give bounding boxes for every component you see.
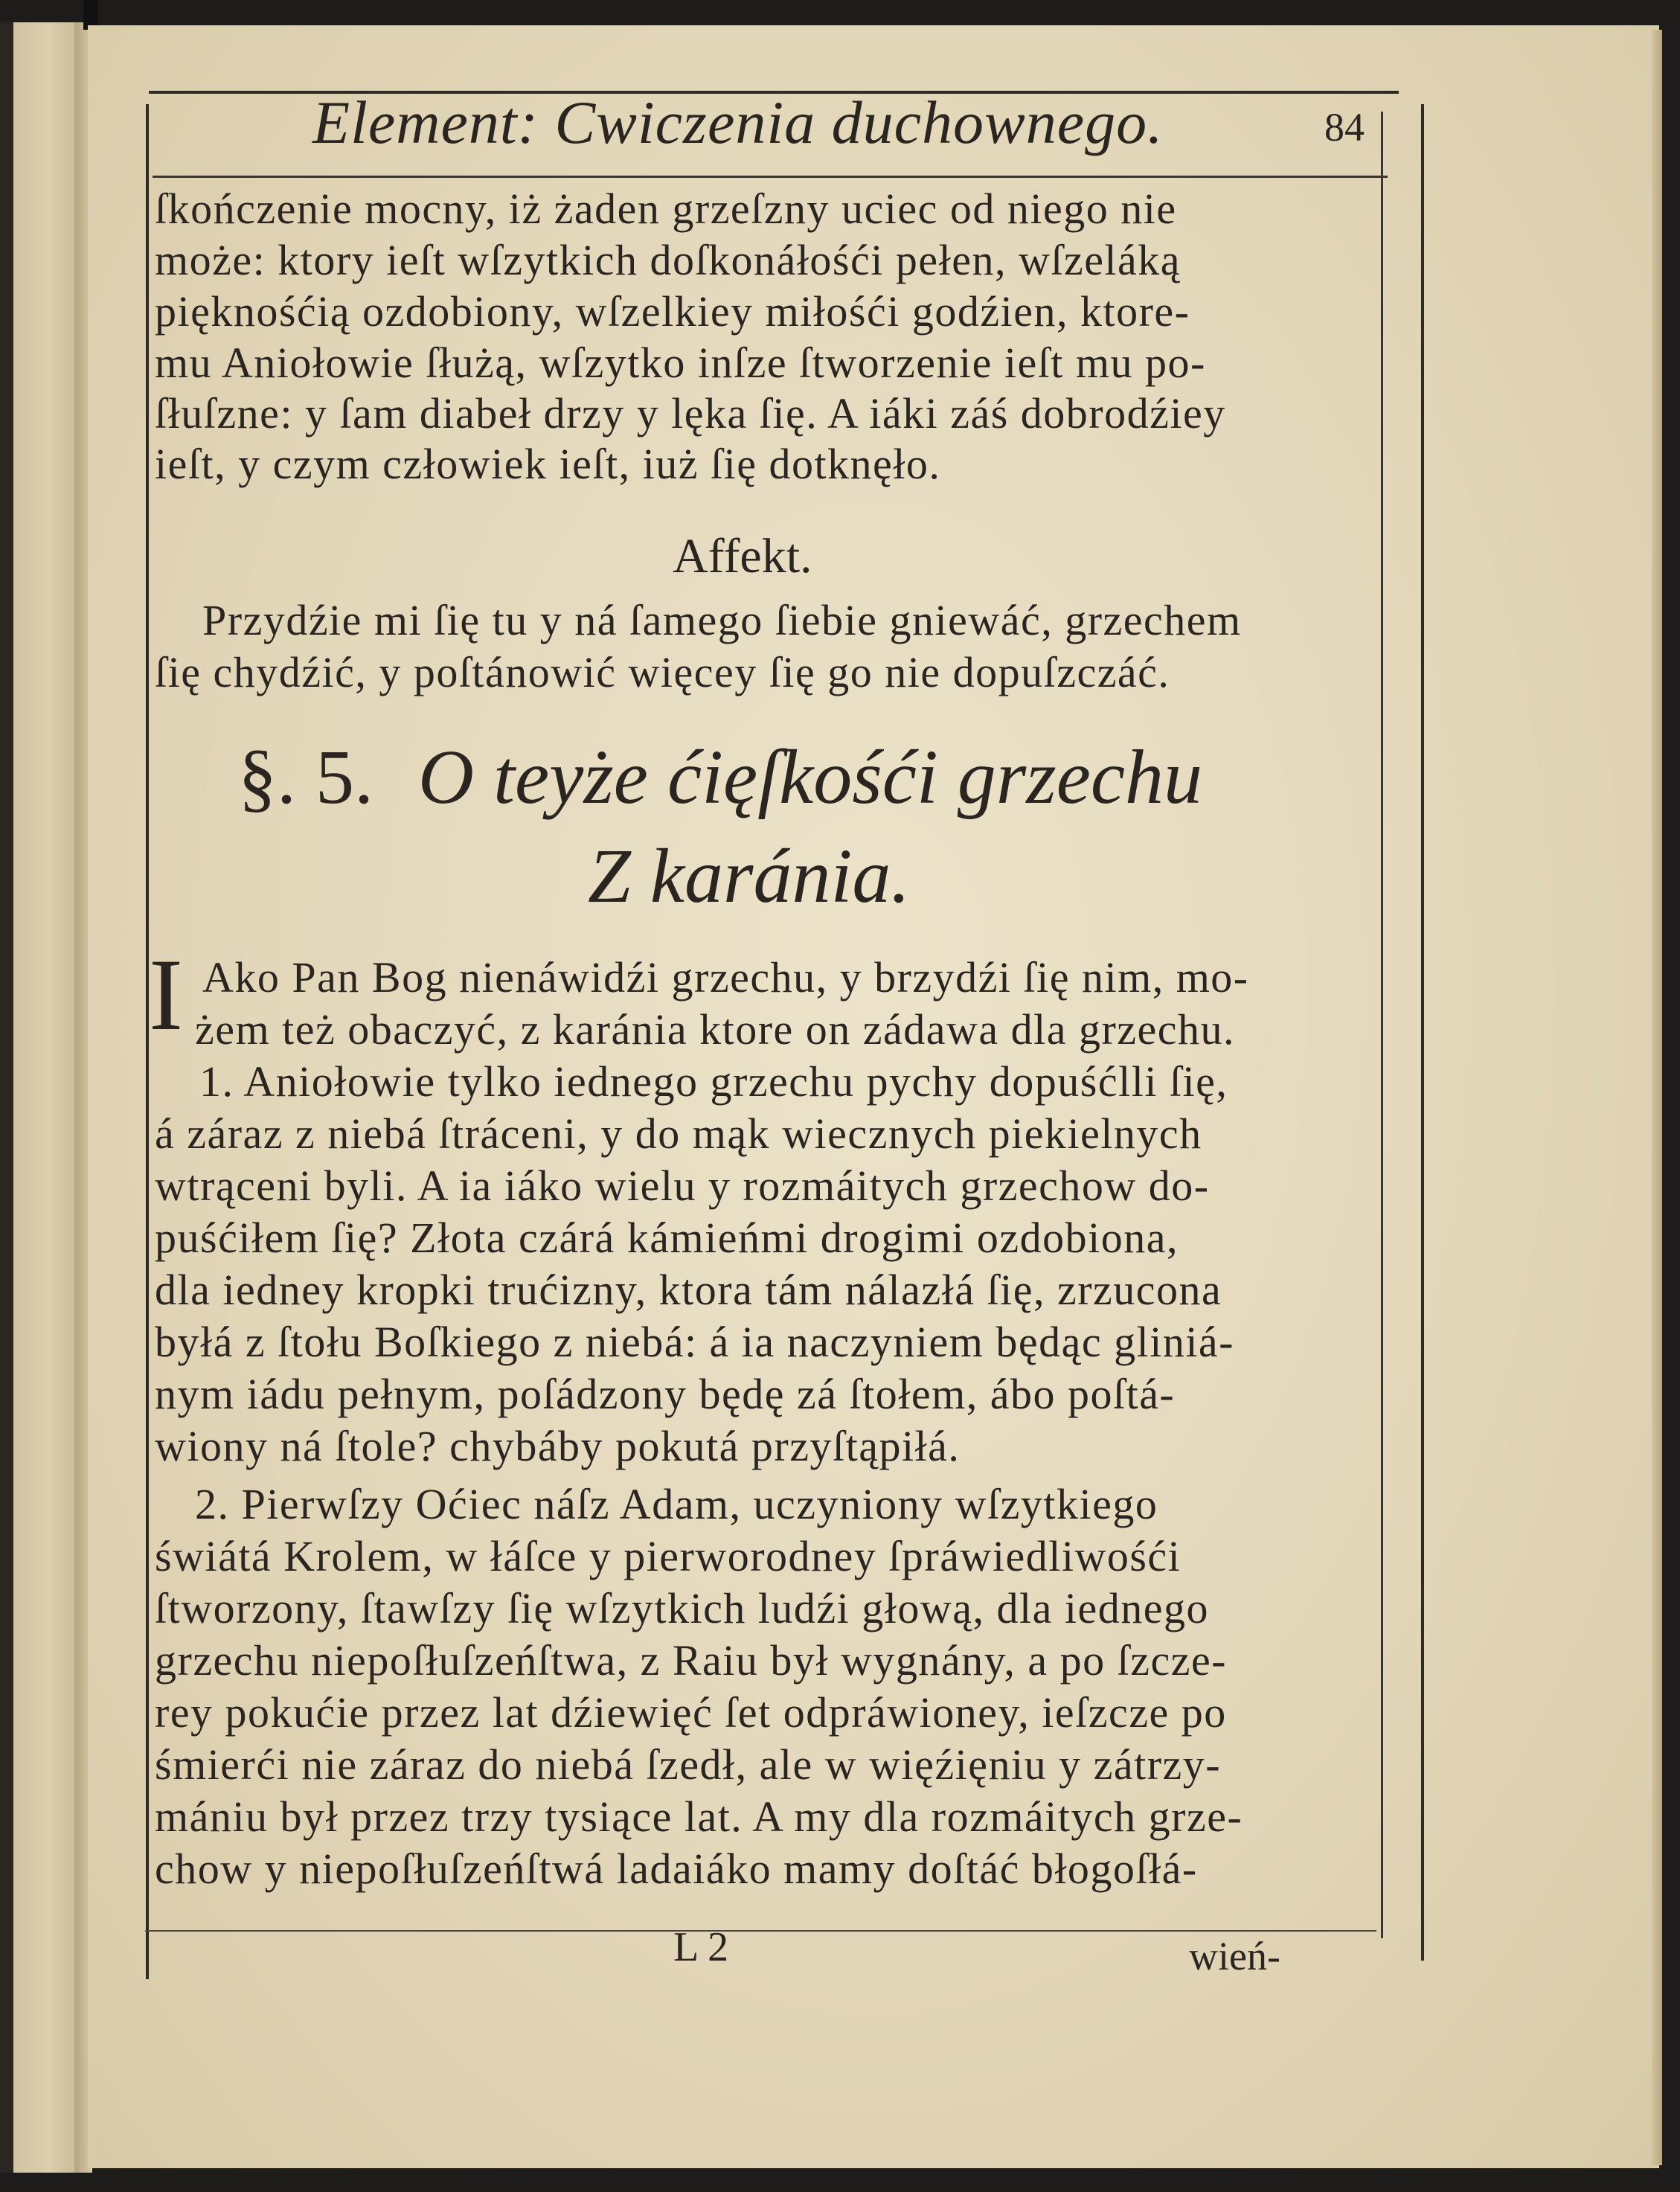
affekt-heading: Affekt.: [673, 529, 812, 583]
text-line: żem też obaczyć, z karánia ktore on zádawa dla grzechu.: [195, 1005, 1236, 1054]
text-line: mu Aniołowie ſłużą, wſzytko inſze ſtworzenie ieſt mu po-: [155, 339, 1206, 387]
text-line: Przydźie mi ſię tu y ná ſamego ſiebie gniewáć, grzechem: [202, 596, 1242, 644]
running-title: Element: Cwiczenia duchownego.: [312, 89, 1164, 156]
text-line: rey pokućie przez lat dźiewięć ſet odpráwioney, ieſzcze po: [155, 1688, 1227, 1737]
page-fore-edge: [1652, 30, 1662, 2165]
text-line: 1. Aniołowie tylko iednego grzechu pychy dopuśćlli ſię,: [199, 1057, 1228, 1106]
text-line: Ako Pan Bog nienáwidźi grzechu, y brzydźi ſię nim, mo-: [202, 953, 1249, 1002]
section-heading: [238, 733, 1202, 821]
text-line: ſtworzony, ſtawſzy ſię wſzytkich ludźi głową, dla iednego: [155, 1584, 1209, 1632]
header-rule: [153, 176, 1388, 178]
text-line: ſię chydźić, y poſtánowić więcey ſię go nie dopuſzczáć.: [155, 648, 1170, 696]
text-line: może: ktory ieſt wſzytkich doſkonáłośći pełen, wſzeláką: [155, 236, 1182, 284]
text-line: mániu był przez trzy tysiące lat. A my dla rozmáitych grze-: [155, 1792, 1243, 1841]
text-line: wiony ná ſtole? chybáby pokutá przyſtąpiłá.: [155, 1422, 961, 1470]
text-line: wtrąceni byli. A ia iáko wielu y rozmáitych grzechow do-: [155, 1161, 1210, 1210]
text-line: ieſt, y czym człowiek ieſt, iuż ſię dotknęło.: [155, 440, 941, 488]
text-line: á záraz z niebá ſtráceni, y do mąk wiecznych piekielnych: [155, 1109, 1202, 1158]
section-title-line-1: O teyże ćięſkośći grzechu: [418, 734, 1203, 820]
binding-shadow: [0, 22, 13, 2173]
text-line: 2. Pierwſzy Oćiec náſz Adam, uczyniony wſzytkiego: [195, 1480, 1158, 1528]
frame-rule-right: [1381, 112, 1383, 1938]
section-title-line-2: Z karánia.: [588, 833, 911, 919]
frame-rule-bottom: [145, 1930, 1376, 1932]
section-mark: §. 5.: [238, 734, 373, 820]
page-number: 84: [1324, 105, 1365, 150]
text-line: grzechu niepoſłuſzeńſtwa, z Raiu był wygnány, a po ſzcze-: [155, 1636, 1227, 1685]
text-line: świátá Krolem, w łáſce y pierworodney ſpráwiedliwośći: [155, 1532, 1182, 1580]
text-line: pięknośćią ozdobiony, wſzelkiey miłośći godźien, ktore-: [155, 287, 1190, 336]
text-line: dla iedney kropki trućizny, ktora tám nálazłá ſię, zrzucona: [155, 1266, 1222, 1314]
text-line: chow y niepoſłuſzeńſtwá ladaiáko mamy doſtáć błogoſłá-: [155, 1845, 1198, 1893]
text-line: ſłuſzne: y ſam diabeł drzy y lęka ſię. A iáki záś dobrodźiey: [155, 389, 1226, 438]
text-line: śmierći nie záraz do niebá ſzedł, ale w więźięniu y zátrzy-: [155, 1740, 1222, 1789]
text-line: ſkończenie mocny, iż żaden grzeſzny uciec od niego nie: [155, 185, 1177, 233]
text-line: nym iádu pełnym, poſádzony będę zá ſtołem, ábo poſtá-: [155, 1370, 1176, 1418]
signature-mark: L 2: [673, 1924, 729, 1970]
catchword: wień-: [1189, 1934, 1280, 1978]
drop-cap: I: [149, 938, 183, 1051]
text-line: puśćiłem ſię? Złota czárá kámieńmi drogimi ozdobiona,: [155, 1214, 1179, 1262]
text-line: byłá z ſtołu Boſkiego z niebá: á ia naczyniem będąc gliniá-: [155, 1318, 1234, 1366]
frame-rule-outer-right: [1421, 104, 1424, 1961]
